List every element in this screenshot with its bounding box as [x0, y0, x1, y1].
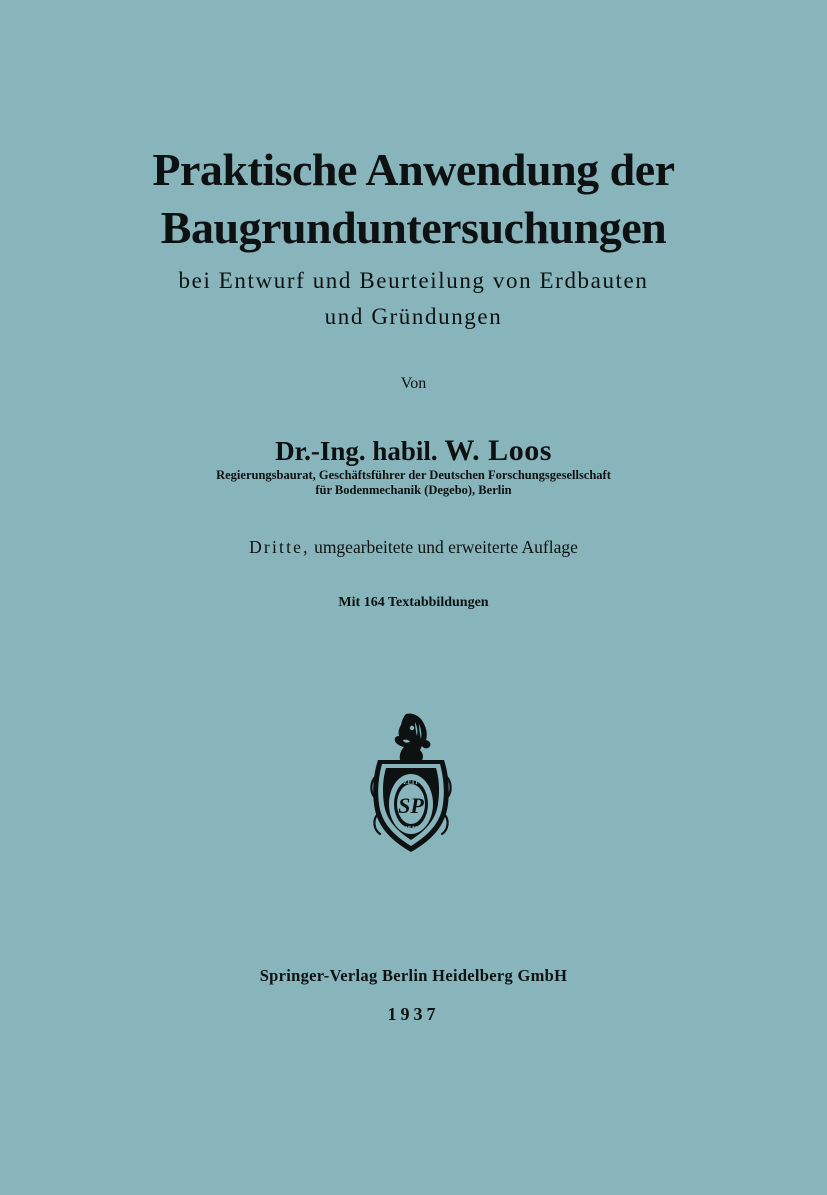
logo-lettering-bottom: 1842 — [404, 825, 418, 832]
book-subtitle-line-1: bei Entwurf und Beurteilung von Erdbauten — [178, 268, 649, 293]
book-title-line-2: Baugrunduntersuchungen — [160, 202, 667, 253]
by-label: Von — [400, 375, 427, 392]
figures-note: Mit 164 Textabbildungen — [338, 595, 489, 610]
publisher-name: Springer-Verlag Berlin Heidelberg GmbH — [259, 966, 568, 985]
author-affiliation-line-2: für Bodenmechanik (Degebo), Berlin — [315, 483, 512, 497]
logo-lettering-top: ZEIT — [403, 779, 419, 786]
author-line — [0, 434, 827, 468]
edition-ordinal: Dritte, — [249, 537, 310, 557]
book-subtitle-line-2: und Gründungen — [324, 304, 503, 329]
author-title-prefix: Dr.-Ing. habil. — [275, 436, 438, 466]
book-title-line-1: Praktische Anwendung der — [152, 144, 675, 195]
springer-knight-emblem-icon — [368, 710, 454, 856]
logo-monogram: SP — [398, 793, 424, 818]
edition-statement — [0, 536, 827, 558]
edition-description: umgearbeitete und erweiterte Auflage — [314, 537, 578, 557]
publication-year: 1937 — [387, 1004, 440, 1024]
author-affiliation-line-1: Regierungsbaurat, Geschäftsführer der Deutschen Forschungsgesellschaft — [216, 468, 611, 482]
author-name: W. Loos — [444, 434, 552, 467]
